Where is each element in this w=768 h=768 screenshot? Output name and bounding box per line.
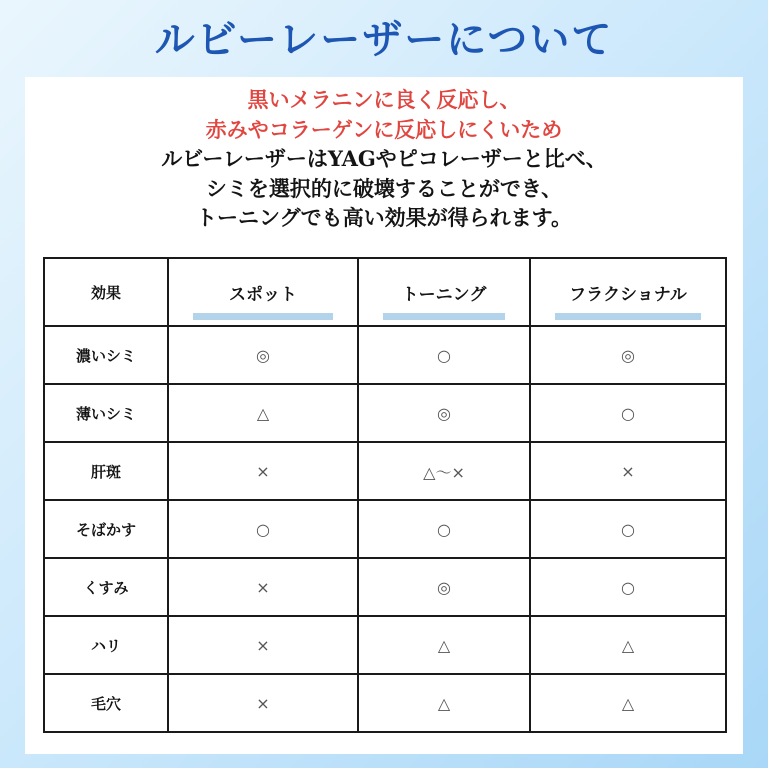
page-title: ルビーレーザーについて [154, 17, 614, 63]
rating-cell: △ [358, 616, 530, 674]
table-row [44, 674, 726, 732]
row-label: 濃いシミ [44, 326, 168, 384]
comparison-table [43, 257, 727, 733]
intro-line-highlight-1: 黒いメラニンに良く反応し、 [247, 87, 521, 112]
table-header-row [44, 258, 726, 326]
table-row [44, 558, 726, 616]
rating-cell: ◎ [358, 384, 530, 442]
rating-cell: ○ [358, 326, 530, 384]
column-header-label: フラクショナル [569, 284, 687, 305]
table-row [44, 384, 726, 442]
row-label: ハリ [44, 616, 168, 674]
rating-cell: △〜× [358, 442, 530, 500]
rating-cell: △ [168, 384, 358, 442]
column-header-fractional [530, 258, 726, 326]
column-header-spot [168, 258, 358, 326]
rating-cell: ○ [530, 558, 726, 616]
rating-cell: ○ [358, 500, 530, 558]
header-underline [555, 313, 701, 320]
header-underline [383, 313, 505, 320]
intro-text [25, 85, 743, 233]
column-header-label: スポット [229, 284, 297, 305]
header-underline [193, 313, 333, 320]
content-card [25, 77, 743, 754]
intro-line-2: シミを選択的に破壊することができ、 [205, 175, 563, 201]
rating-cell: × [168, 674, 358, 732]
table-row [44, 326, 726, 384]
rating-cell: ○ [530, 500, 726, 558]
rating-cell: × [530, 442, 726, 500]
rating-cell: △ [530, 674, 726, 732]
row-label: 薄いシミ [44, 384, 168, 442]
rating-cell: ○ [168, 500, 358, 558]
column-header-toning [358, 258, 530, 326]
rating-cell: △ [358, 674, 530, 732]
row-label: 毛穴 [44, 674, 168, 732]
rating-cell: △ [530, 616, 726, 674]
row-label: くすみ [44, 558, 168, 616]
rating-cell: ○ [530, 384, 726, 442]
rating-cell: × [168, 558, 358, 616]
intro-line-highlight-2: 赤みやコラーゲンに反応しにくいため [205, 116, 563, 142]
table-row [44, 442, 726, 500]
rating-cell: × [168, 616, 358, 674]
intro-line-3: トーニングでも高い効果が得られます。 [196, 205, 572, 230]
rating-cell: ◎ [530, 326, 726, 384]
row-label: 肝斑 [44, 442, 168, 500]
rating-cell: × [168, 442, 358, 500]
table-row [44, 500, 726, 558]
table-corner-header: 効果 [44, 258, 168, 326]
rating-cell: ◎ [358, 558, 530, 616]
intro-line-1: ルビーレーザーはYAGやピコレーザーと比べ、 [161, 146, 607, 171]
rating-cell: ◎ [168, 326, 358, 384]
row-label: そばかす [44, 500, 168, 558]
column-header-label: トーニング [401, 284, 487, 305]
table-row [44, 616, 726, 674]
